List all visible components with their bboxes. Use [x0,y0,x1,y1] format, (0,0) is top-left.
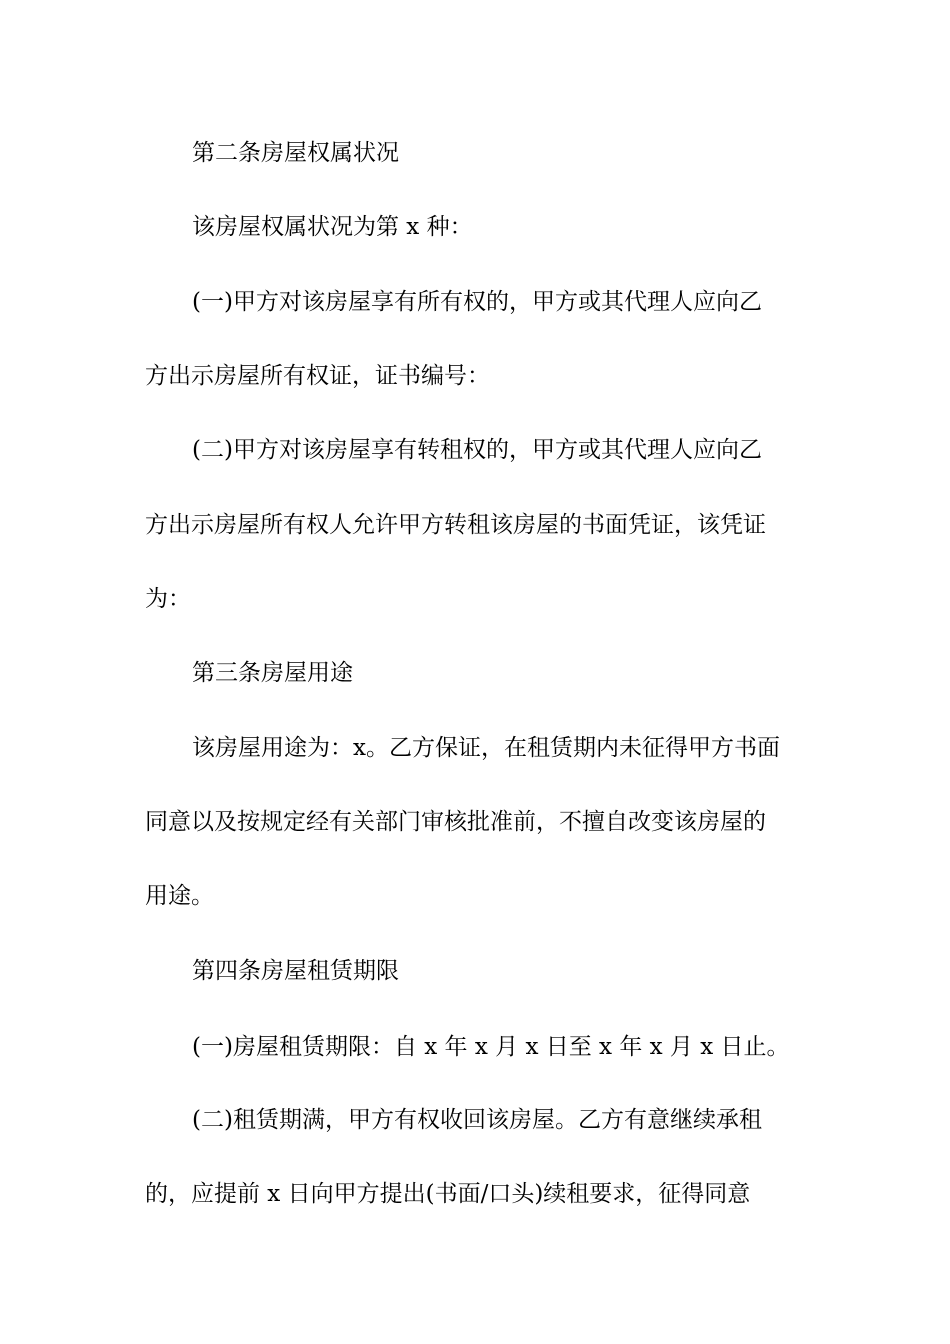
article-2-heading [0,133,950,173]
clause-2-2-text-1: (二)甲方对该房屋享有转租权的，甲方或其代理人应向乙 [192,437,762,463]
clause-4-1-line [0,1027,950,1067]
clause-4-2-text-1: (二)租赁期满，甲方有权收回该房屋。乙方有意继续承租 [192,1107,762,1133]
usage-line-3 [0,876,950,916]
usage-line-1 [0,728,950,768]
clause-2-1-line-2 [0,356,950,396]
ownership-type-text: 该房屋权属状况为第 x 种： [192,214,473,240]
clause-2-1-text-1: (一)甲方对该房屋享有所有权的，甲方或其代理人应向乙 [192,289,762,315]
clause-2-1-text-2: 方出示房屋所有权证，证书编号： [145,363,490,389]
article-2-heading-text: 第二条房屋权属状况 [192,140,399,166]
clause-2-1-line-1 [0,282,950,322]
article-4-heading-text: 第四条房屋租赁期限 [192,958,399,984]
clause-4-2-line-1 [0,1100,950,1140]
article-3-heading [0,653,950,693]
clause-4-2-line-2 [0,1174,950,1214]
clause-4-1-text: (一)房屋租赁期限：自 x 年 x 月 x 日至 x 年 x 月 x 日止。 [192,1034,790,1060]
clause-2-2-text-3: 为： [145,586,191,612]
usage-line-2 [0,802,950,842]
usage-text-2: 同意以及按规定经有关部门审核批准前，不擅自改变该房屋的 [145,809,766,835]
clause-2-2-text-2: 方出示房屋所有权人允许甲方转租该房屋的书面凭证，该凭证 [145,512,766,538]
article-4-heading [0,951,950,991]
usage-text-1: 该房屋用途为：x。乙方保证，在租赁期内未征得甲方书面 [192,735,780,761]
clause-4-2-text-2: 的，应提前 x 日向甲方提出(书面/口头)续租要求，征得同意 [145,1181,751,1207]
clause-2-2-line-2 [0,505,950,545]
clause-2-2-line-3 [0,579,950,619]
ownership-type-line [0,207,950,247]
clause-2-2-line-1 [0,430,950,470]
article-3-heading-text: 第三条房屋用途 [192,660,353,686]
usage-text-3: 用途。 [145,883,214,909]
